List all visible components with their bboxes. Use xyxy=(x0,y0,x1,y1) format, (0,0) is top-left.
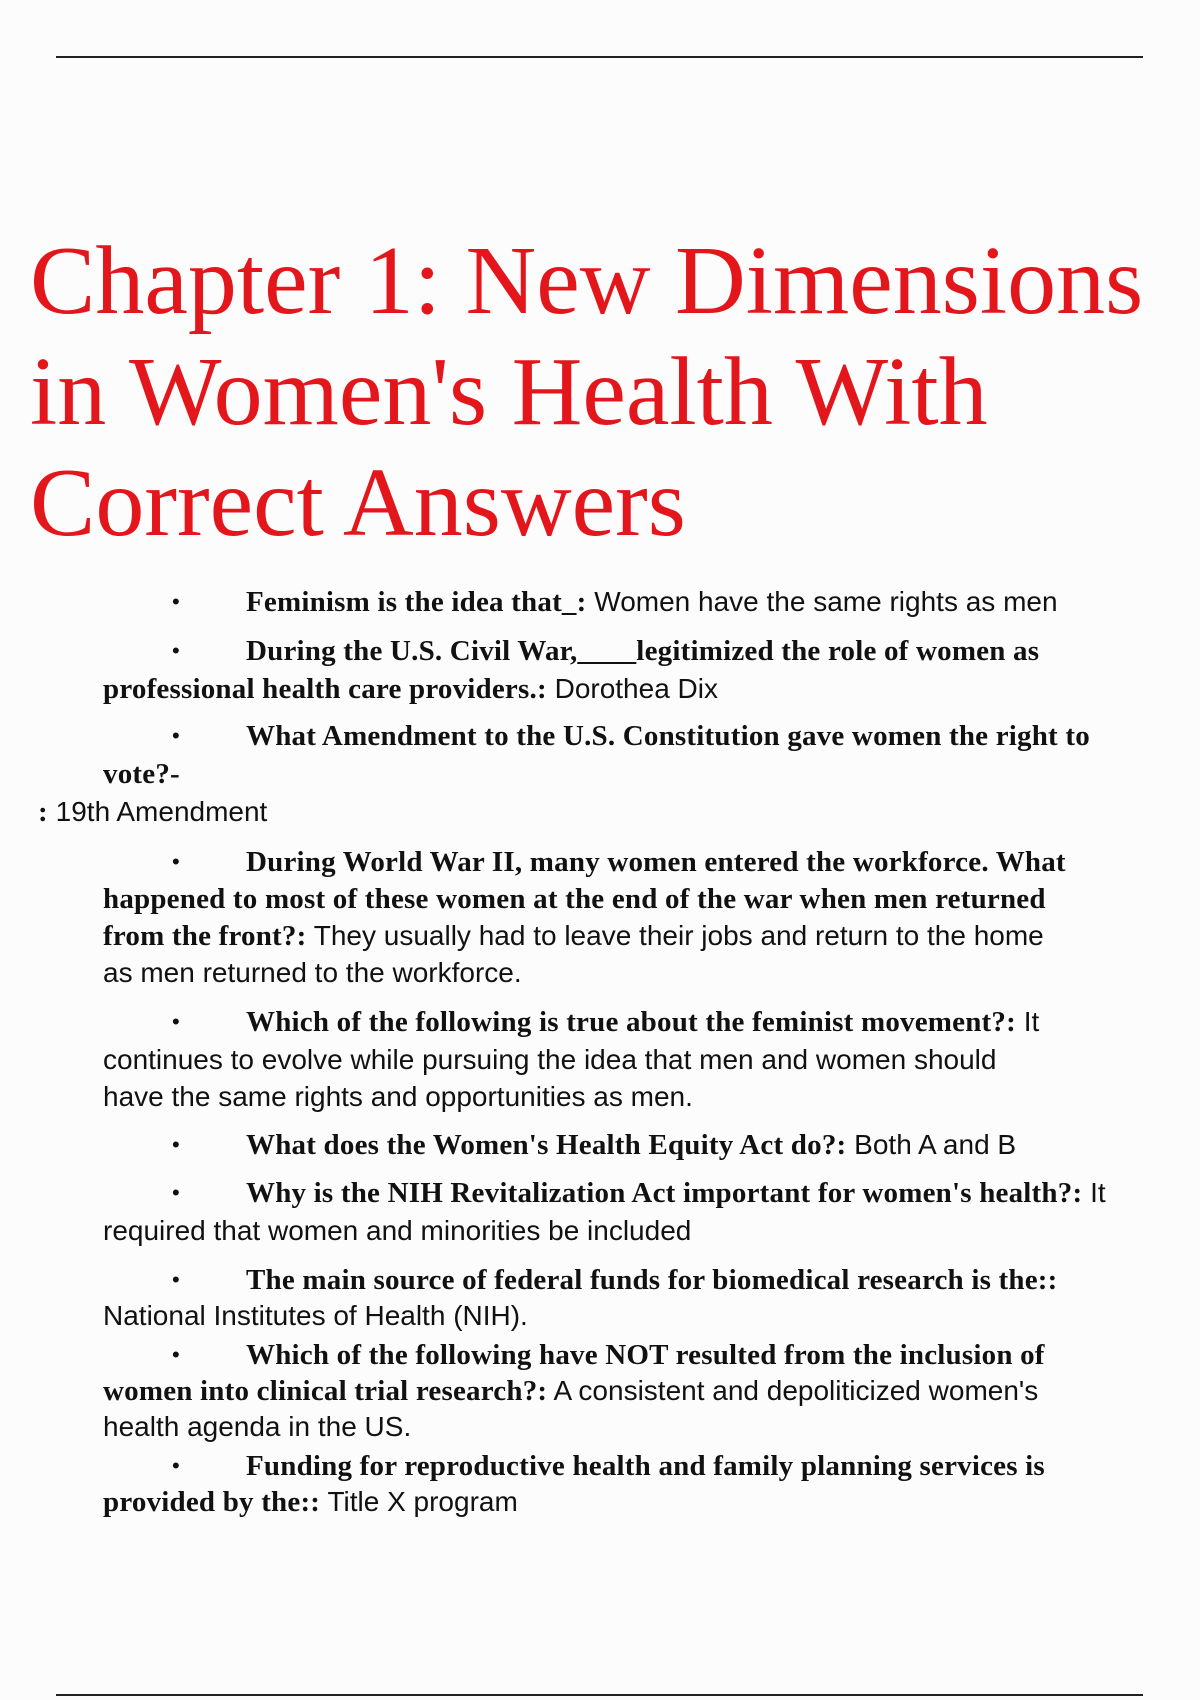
answer-text: required that women and minorities be included xyxy=(103,1215,692,1246)
title-line: Chapter 1: New Dimensions xyxy=(30,227,1144,335)
answer-text: Dorothea Dix xyxy=(546,673,718,704)
qa-item xyxy=(0,844,1200,994)
qa-line xyxy=(103,1409,411,1445)
title-line: in Women's Health With xyxy=(30,338,988,446)
qa-line xyxy=(38,794,267,830)
question-text: Why is the NIH Revitalization Act important for women's health?: xyxy=(246,1177,1083,1209)
question-text: Which of the following is true about the feminist movement?: xyxy=(246,1006,1016,1038)
qa-line xyxy=(246,1262,1058,1298)
title-line: Correct Answers xyxy=(30,449,686,557)
qa-line xyxy=(103,671,718,707)
answer-text: It xyxy=(1082,1177,1106,1208)
qa-line xyxy=(103,1213,691,1249)
bullet: • xyxy=(172,1009,180,1034)
bullet: • xyxy=(172,1453,180,1478)
question-text: Which of the following have NOT resulted from the inclusion of xyxy=(246,1339,1045,1371)
qa-item xyxy=(0,1175,1200,1251)
answer-text: Both A and B xyxy=(846,1129,1017,1160)
answer-text: health agenda in the US. xyxy=(103,1411,412,1442)
answer-text: as men returned to the workforce. xyxy=(103,957,522,988)
qa-line xyxy=(246,1127,1016,1163)
qa-line xyxy=(246,633,1039,669)
qa-line xyxy=(103,1079,693,1115)
bullet: • xyxy=(172,589,180,614)
qa-item xyxy=(0,1448,1200,1524)
answer-text: continues to evolve while pursuing the idea that men and women should xyxy=(103,1044,997,1075)
qa-line xyxy=(246,584,1058,620)
question-text: : xyxy=(38,796,48,828)
qa-line xyxy=(103,1484,518,1520)
qa-line xyxy=(103,1298,528,1334)
answer-text: 19th Amendment xyxy=(47,796,268,827)
answer-text: They usually had to leave their jobs and return to the home xyxy=(306,920,1044,951)
answer-text: have the same rights and opportunities as men. xyxy=(103,1081,693,1112)
answer-text: Women have the same rights as men xyxy=(586,586,1058,617)
question-text: Feminism is the idea that_: xyxy=(246,586,587,618)
qa-item xyxy=(0,1127,1200,1167)
qa-line xyxy=(246,718,1090,754)
top-rule xyxy=(56,56,1143,58)
question-text: professional health care providers.: xyxy=(103,673,547,705)
question-text: During the U.S. Civil War,____legitimized the role of women as xyxy=(246,635,1040,667)
qa-line xyxy=(246,1175,1106,1211)
question-text: women into clinical trial research?: xyxy=(103,1375,548,1407)
question-text: happened to most of these women at the end of the war when men returned xyxy=(103,883,1046,915)
qa-item xyxy=(0,633,1200,709)
question-text: The main source of federal funds for biomedical research is the:: xyxy=(246,1264,1058,1296)
question-text: vote?- xyxy=(103,758,180,790)
qa-line xyxy=(103,918,1044,954)
qa-line xyxy=(246,1448,1045,1484)
qa-item xyxy=(0,718,1200,832)
bullet: • xyxy=(172,1132,180,1157)
qa-line xyxy=(246,1337,1045,1373)
page-title xyxy=(30,226,1190,559)
bullet: • xyxy=(172,1180,180,1205)
qa-line xyxy=(103,881,1046,917)
question-text: What Amendment to the U.S. Constitution gave women the right to xyxy=(246,720,1090,752)
qa-item xyxy=(0,584,1200,624)
question-text: During World War II, many women entered the workforce. What xyxy=(246,846,1066,878)
qa-line xyxy=(246,1004,1039,1040)
question-text: from the front?: xyxy=(103,920,307,952)
answer-text: A consistent and depoliticized women's xyxy=(547,1375,1039,1406)
answer-text: It xyxy=(1015,1006,1040,1037)
bullet: • xyxy=(172,638,180,663)
question-text: What does the Women's Health Equity Act do?: xyxy=(246,1129,847,1161)
qa-line xyxy=(103,1042,996,1078)
qa-item xyxy=(0,1337,1200,1451)
bullet: • xyxy=(172,849,180,874)
qa-line xyxy=(103,1373,1038,1409)
qa-line xyxy=(103,955,522,991)
question-text: provided by the:: xyxy=(103,1486,321,1518)
bullet: • xyxy=(172,1267,180,1292)
question-text: Funding for reproductive health and family planning services is xyxy=(246,1450,1045,1482)
answer-text: Title X program xyxy=(320,1486,518,1517)
qa-line xyxy=(246,844,1066,880)
answer-text: National Institutes of Health (NIH). xyxy=(103,1300,528,1331)
bullet: • xyxy=(172,1342,180,1367)
qa-line xyxy=(103,756,180,792)
qa-item xyxy=(0,1262,1200,1338)
qa-item xyxy=(0,1004,1200,1118)
bottom-rule xyxy=(56,1694,1143,1696)
bullet: • xyxy=(172,723,180,748)
